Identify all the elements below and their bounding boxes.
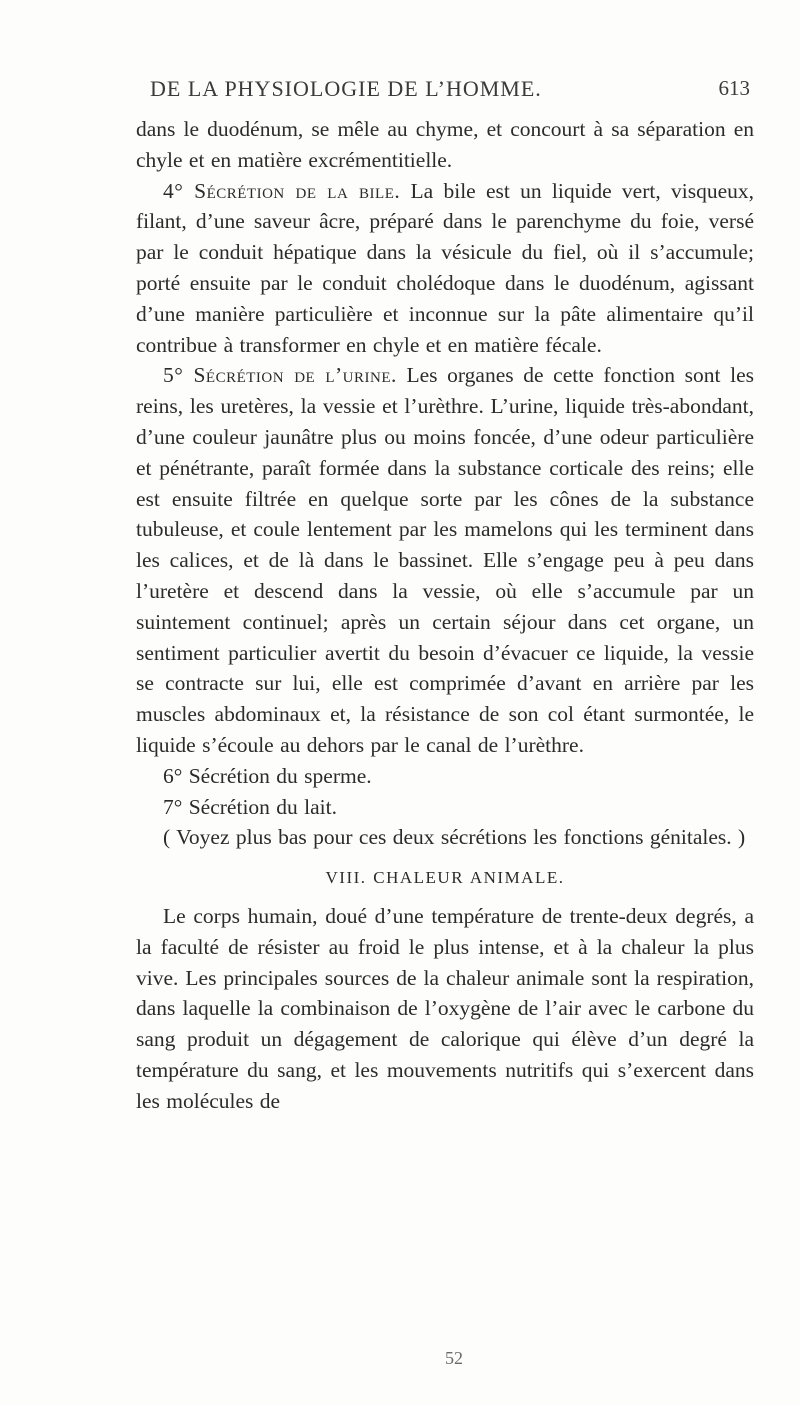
page-number: 613 [718,76,750,100]
section-title-animal-heat: VIII. CHALEUR ANIMALE. [325,868,565,888]
paragraph-duodenum-continuation [136,114,754,176]
paragraph-bile-secretion [136,176,754,361]
section-lead-urine: 5° Sécrétion de l’urine. [163,363,397,388]
running-head: DE LA PHYSIOLOGIE DE L’HOMME. [150,76,542,101]
paragraph-text: La bile est un liquide vert, visqueux, filant, d’une saveur âcre, préparé dans le parenchyme du foie, versé par le conduit hépatique dans la vésicule du fiel, où il s’accumule; porté ensuite par le conduit cholédoque dans le duodénum, agissant d’une manière particulière et inconnue sur la pâte alimentaire qu’il contribue à transformer en chyle et en matière fécale. [136,178,754,357]
paragraph-milk-secretion [136,792,754,823]
paragraph-sperm-secretion [136,761,754,792]
paragraph-animal-heat: Le corps humain, doué d’une température de trente-deux degrés, a la faculté de résister au froid le plus intense, et à la chaleur la plus vive. Les principales sources de la chaleur animale sont la respiration, dans laquelle la combinaison de l’oxygène de l’air avec le carbone du sang produit un dégagement de calorique qui élève d’un degré la température du sang, et les mouvements nutritifs qui s’exercent dans les molécules de [136,903,754,1113]
paragraph-text: Les organes de cette fonction sont les reins, les uretères, la vessie et l’urèthre. L’urine, liquide très-abondant, d’une couleur jaunâtre plus ou moins foncée, d’une odeur particulière et pénétrante, paraît formée dans la substance corticale des reins; elle est ensuite filtrée en quelque sorte par les cônes de la substance tubuleuse, et coule lentement par les mamelons qui les terminent dans les calices, et de là dans le bassinet. Elle s’engage peu à peu dans l’uretère et descend dans la vessie, où elle s’accumule par un suintement continuel; après un certain séjour dans cet organe, un sentiment particulier avertit du besoin d’évacuer ce liquide, la vessie se contracte sur lui, elle est comprimée d’avant en arrière par les muscles abdominaux et, la résistance de son col étant surmontée, le liquide s’écoule au dehors par le canal de l’urèthre. [136,363,754,757]
page-header [150,76,750,106]
paragraph-text: dans le duodénum, se mêle au chyme, et concourt à sa séparation en chyle et en matière excrémentitielle. [136,117,754,172]
paragraph-text: 7° Sécrétion du lait. [163,794,338,819]
paragraph-text: ( Voyez plus bas pour ces deux sécrétions les fonctions génitales. ) [163,825,746,850]
paragraph-see-below-note [136,822,754,853]
paragraph-text: 6° Sécrétion du sperme. [163,763,372,788]
page-body [136,114,754,1117]
signature-mark: 52 [445,1348,463,1368]
section-lead-bile: 4° Sécrétion de la bile. [163,178,401,203]
paragraph-urine-secretion [136,360,754,760]
